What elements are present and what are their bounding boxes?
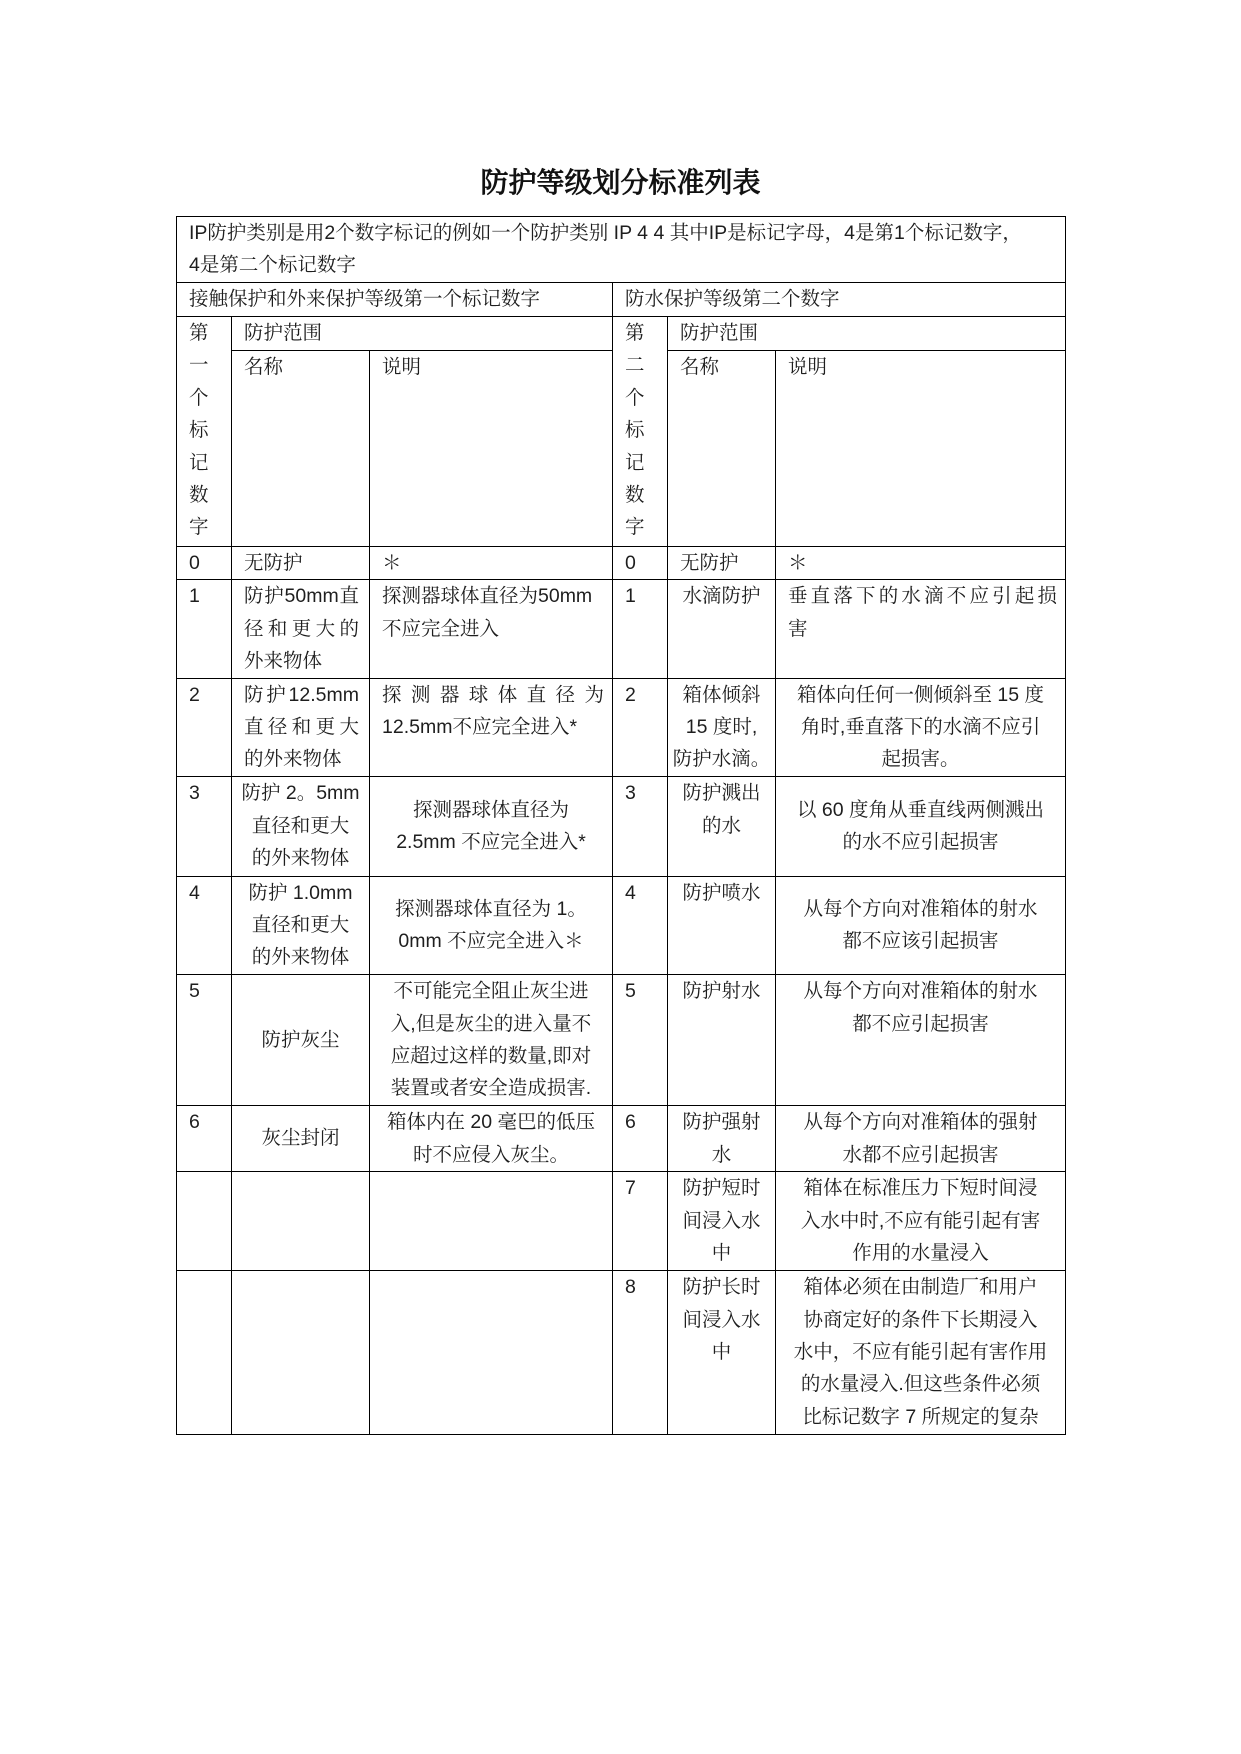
water-name-cell (668, 678, 776, 777)
solid-name-cell (232, 547, 370, 580)
water-description-cell (776, 876, 1066, 975)
text-line: 起损害。 (881, 748, 960, 771)
text-line: 防护强射 (682, 1111, 761, 1134)
section-heading-row (177, 283, 1066, 317)
text-line: 防护长时 (682, 1276, 761, 1299)
text-line: 无防护 (244, 552, 303, 574)
text-line: 间浸入水 (682, 1308, 761, 1331)
water-name-cell (668, 1271, 776, 1435)
water-name-cell (668, 777, 776, 877)
water-description-cell (776, 777, 1066, 877)
water-description-cell (776, 1271, 1066, 1435)
text-line: 从每个方向对准箱体的强射 (803, 1111, 1038, 1134)
text-line: 防护水滴。 (672, 748, 771, 771)
solid-name-cell (232, 1106, 370, 1172)
table-row (177, 876, 1066, 975)
solid-description-cell (370, 876, 613, 975)
text-line: 水 (711, 1143, 732, 1166)
second-digit-label: 第二个标记数字 (625, 322, 645, 539)
solid-description-cell (370, 777, 613, 877)
water-name-cell (668, 580, 776, 678)
first-digit-label-cell (177, 317, 232, 547)
table-row (177, 547, 1066, 580)
solid-digit-cell (177, 1271, 232, 1435)
text-line: 水滴防护 (682, 585, 761, 608)
water-digit-cell: 5 (613, 975, 668, 1106)
text-line: 以 60 度角从垂直线两侧溅出 (797, 798, 1045, 821)
text-line: 都不应引起损害 (852, 1012, 989, 1035)
text-line: 直径和更大 (251, 814, 350, 837)
text-line: 中 (711, 1340, 732, 1363)
text-line: 的外来物体 (251, 946, 350, 969)
water-digit-cell: 3 (613, 777, 668, 877)
text-line: 都不应该引起损害 (842, 930, 999, 953)
page-title: 防护等级划分标准列表 (480, 167, 761, 198)
text-line: 防护12.5mm (244, 683, 359, 706)
text-line: 协商定好的条件下长期浸入 (803, 1308, 1038, 1331)
text-line: 防护 2。5mm (241, 782, 360, 805)
table-row (177, 975, 1066, 1106)
water-digit-cell: 4 (613, 876, 668, 975)
text-line: 无防护 (680, 552, 739, 574)
table-row (177, 1172, 1066, 1271)
text-line: 的外来物体 (244, 748, 342, 771)
text-line: 垂直落下的水滴不应引起损 (788, 585, 1058, 608)
text-line: 箱体向任何一侧倾斜至 15 度 (797, 683, 1045, 706)
text-line: 探测器球体直径为 (382, 683, 604, 706)
solid-description-cell (370, 975, 613, 1106)
text-line: 箱体必须在由制造厂和用户 (803, 1276, 1038, 1299)
solid-protection-heading: 接触保护和外来保护等级第一个标记数字 (177, 283, 613, 317)
text-line: 不可能完全阻止灰尘进 (393, 980, 589, 1003)
table-row (177, 777, 1066, 877)
text-line: 4是第二个标记数字 (189, 254, 356, 277)
text-line: 灰尘封闭 (261, 1127, 340, 1150)
water-digit-cell: 0 (613, 547, 668, 580)
text-line: 直径和更大 (244, 716, 359, 739)
water-name-cell (668, 1106, 776, 1172)
text-line: 防护灰尘 (261, 1028, 340, 1051)
solid-digit-cell: 3 (177, 777, 232, 877)
water-description-cell (776, 975, 1066, 1106)
text-line: 2.5mm 不应完全进入* (396, 831, 586, 854)
text-line: 探测器球体直径为 (412, 798, 569, 821)
solid-digit-cell: 5 (177, 975, 232, 1106)
first-digit-label: 第一个标记数字 (189, 322, 209, 539)
text-line: 12.5mm不应完全进入* (382, 716, 578, 739)
second-digit-label-cell (613, 317, 668, 547)
scope-row (177, 317, 1066, 351)
text-line: 探测器球体直径为50mm (382, 585, 593, 608)
water-digit-cell: 7 (613, 1172, 668, 1271)
text-line: 的水 (701, 814, 741, 837)
solid-digit-cell: 2 (177, 678, 232, 777)
solid-description-cell (370, 1271, 613, 1435)
text-line: 防护短时 (682, 1177, 761, 1200)
text-line: ＊ (788, 552, 808, 574)
text-line: 箱体在标准压力下短时间浸 (803, 1177, 1038, 1200)
water-digit-cell: 2 (613, 678, 668, 777)
solid-name-header: 名称 (232, 351, 370, 547)
table-row (177, 580, 1066, 678)
water-name-cell (668, 1172, 776, 1271)
text-line: 的外来物体 (251, 846, 350, 869)
text-line: 防护 1.0mm (248, 881, 353, 904)
solid-name-cell (232, 1271, 370, 1435)
water-digit-cell: 6 (613, 1106, 668, 1172)
text-line: 间浸入水 (682, 1209, 761, 1232)
text-line: 箱体倾斜 (682, 683, 761, 706)
solid-digit-cell: 6 (177, 1106, 232, 1172)
text-line: 防护喷水 (682, 881, 761, 904)
text-line: 外来物体 (244, 650, 323, 673)
water-name-cell (668, 876, 776, 975)
solid-description-cell (370, 678, 613, 777)
solid-name-cell (232, 876, 370, 975)
text-line: 时不应侵入灰尘。 (412, 1143, 569, 1166)
text-line: 水中，不应有能引起有害作用 (793, 1340, 1048, 1363)
solid-digit-cell: 4 (177, 876, 232, 975)
text-line: 箱体内在 20 毫巴的低压 (386, 1111, 596, 1134)
text-line: 的水不应引起损害 (842, 831, 999, 854)
solid-digit-cell: 0 (177, 547, 232, 580)
text-line: 的水量浸入.但这些条件必须 (800, 1373, 1041, 1396)
text-line: IP防护类别是用2个数字标记的例如一个防护类别 IP 4 4 其中IP是标记字母，4是第1个标记数字， (189, 222, 1022, 244)
solid-digit-cell (177, 1172, 232, 1271)
text-line: 应超过这样的数量,即对 (390, 1044, 592, 1067)
text-line: 入水中时,不应有能引起有害 (800, 1209, 1041, 1232)
text-line: 从每个方向对准箱体的射水 (803, 980, 1038, 1003)
solid-description-cell (370, 1172, 613, 1271)
text-line: 中 (711, 1241, 732, 1264)
solid-description-cell (370, 580, 613, 678)
intro-cell (177, 217, 1066, 283)
text-line: 0mm 不应完全进入＊ (398, 930, 584, 953)
text-line: 直径和更大 (251, 914, 350, 937)
intro-row (177, 217, 1066, 283)
text-line: 防护50mm直 (244, 585, 359, 608)
water-description-cell (776, 547, 1066, 580)
solid-scope-header: 防护范围 (232, 317, 613, 351)
solid-description-cell (370, 1106, 613, 1172)
table-row (177, 1106, 1066, 1172)
text-line: 入,但是灰尘的进入量不 (390, 1012, 592, 1035)
text-line: 比标记数字 7 所规定的复杂 (802, 1405, 1039, 1428)
solid-name-cell (232, 777, 370, 877)
solid-name-cell (232, 975, 370, 1106)
solid-digit-cell: 1 (177, 580, 232, 678)
ip-rating-table (176, 216, 1066, 1435)
table-row (177, 1271, 1066, 1435)
text-line: 径和更大的 (244, 617, 359, 640)
water-protection-heading: 防水保护等级第二个数字 (613, 283, 1066, 317)
text-line: 不应完全进入 (382, 617, 500, 640)
water-description-cell (776, 1106, 1066, 1172)
text-line: 作用的水量浸入 (852, 1241, 989, 1264)
text-line: 水都不应引起损害 (842, 1143, 999, 1166)
text-line: 防护溅出 (682, 782, 761, 805)
text-line: 防护射水 (682, 980, 761, 1003)
text-line: 装置或者安全造成损害. (390, 1077, 592, 1100)
table-row (177, 678, 1066, 777)
text-line: 探测器球体直径为 1。 (395, 897, 587, 920)
solid-name-cell (232, 1172, 370, 1271)
water-digit-cell: 1 (613, 580, 668, 678)
water-name-cell (668, 975, 776, 1106)
water-digit-cell: 8 (613, 1271, 668, 1435)
solid-name-cell (232, 580, 370, 678)
water-description-cell (776, 1172, 1066, 1271)
water-name-cell (668, 547, 776, 580)
water-description-cell (776, 580, 1066, 678)
text-line: ＊ (382, 552, 402, 574)
solid-description-cell (370, 547, 613, 580)
water-description-header: 说明 (776, 351, 1066, 547)
text-line: 15 度时, (685, 716, 758, 739)
solid-name-cell (232, 678, 370, 777)
text-line: 从每个方向对准箱体的射水 (803, 897, 1038, 920)
text-line: 角时,垂直落下的水滴不应引 (800, 716, 1041, 739)
solid-description-header: 说明 (370, 351, 613, 547)
text-line: 害 (788, 617, 808, 640)
water-scope-header: 防护范围 (668, 317, 1066, 351)
water-name-header: 名称 (668, 351, 776, 547)
water-description-cell (776, 678, 1066, 777)
